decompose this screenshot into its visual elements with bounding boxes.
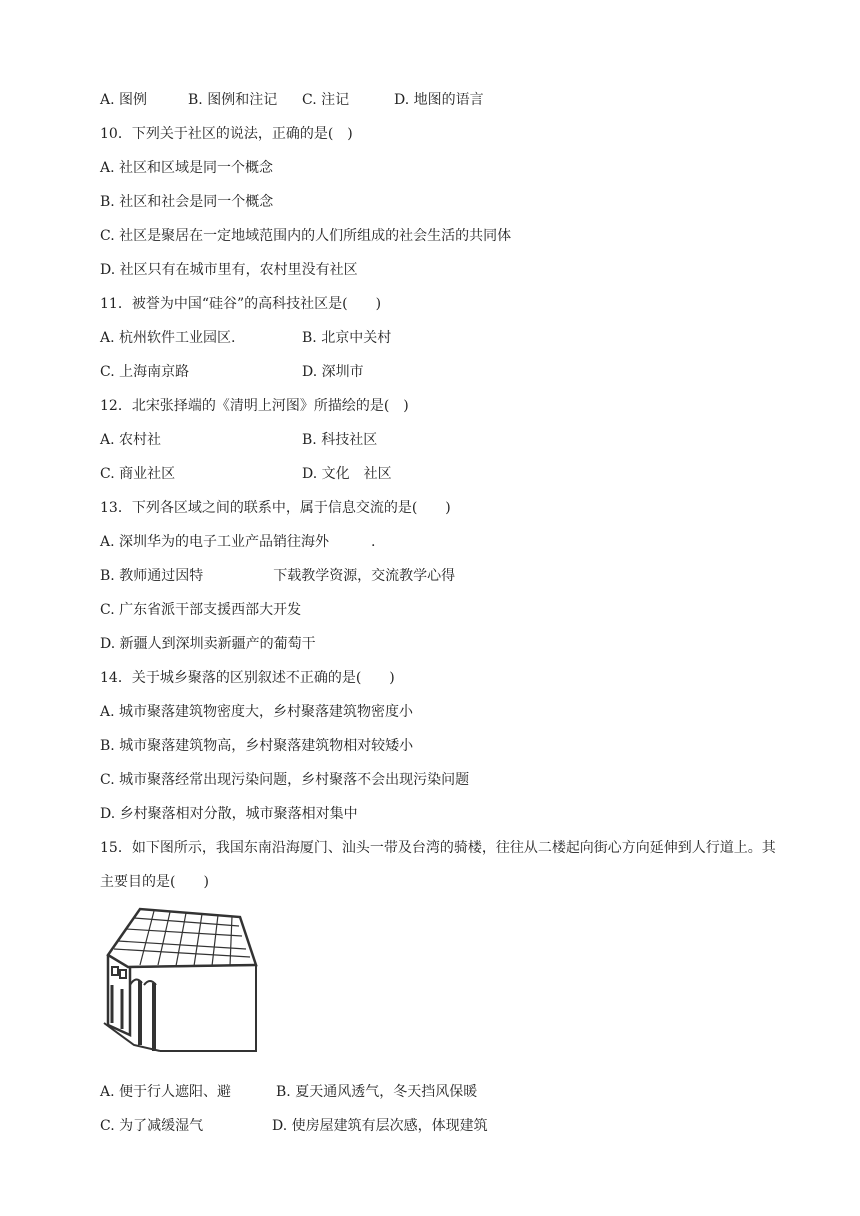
arcade-building-sketch-icon: [100, 905, 260, 1055]
q15-option-d: D. 使房屋建筑有层次感，体现建筑: [272, 1118, 488, 1134]
q13-option-b: B. 教师通过因特 下载教学资源，交流教学心得: [100, 568, 456, 584]
q12-stem: 12．北宋张择端的《清明上河图》所描绘的是( ): [100, 398, 409, 414]
q14-stem: 14．关于城乡聚落的区别叙述不正确的是( ): [100, 670, 395, 686]
q13-option-a: A. 深圳华为的电子工业产品销往海外 .: [100, 534, 376, 550]
q9-option-c: C. 注记: [302, 92, 350, 108]
q14-option-b: B. 城市聚落建筑物高，乡村聚落建筑物相对较矮小: [100, 738, 414, 754]
q10-stem: 10．下列关于社区的说法，正确的是( ): [100, 126, 353, 142]
q10-option-a: A. 社区和区域是同一个概念: [100, 160, 274, 176]
q11-option-c: C. 上海南京路: [100, 364, 190, 380]
q10-option-d: D. 社区只有在城市里有，农村里没有社区: [100, 262, 358, 278]
q15-option-a: A. 便于行人遮阳、避: [100, 1084, 232, 1100]
q13-option-c: C. 广东省派干部支援西部大开发: [100, 602, 302, 618]
q11-stem: 11．被誉为中国“硅谷”的高科技社区是( ): [100, 296, 382, 312]
q14-option-c: C. 城市聚落经常出现污染问题，乡村聚落不会出现污染问题: [100, 772, 470, 788]
q9-option-d: D. 地图的语言: [394, 92, 484, 108]
q14-option-a: A. 城市聚落建筑物密度大，乡村聚落建筑物密度小: [100, 704, 414, 720]
q15-option-c: C. 为了减缓湿气: [100, 1118, 204, 1134]
q14-option-d: D. 乡村聚落相对分散，城市聚落相对集中: [100, 806, 358, 822]
q10-option-c: C. 社区是聚居在一定地域范围内的人们所组成的社会生活的共同体: [100, 228, 512, 244]
q9-option-b: B. 图例和注记: [188, 92, 278, 108]
q15-stem: 15．如下图所示，我国东南沿海厦门、汕头一带及台湾的骑楼，往往从二楼起向街心方向延伸到人行道上。其主要目的是( ): [100, 840, 776, 890]
q12-option-d: D. 文化 社区: [302, 466, 392, 482]
q13-stem: 13．下列各区域之间的联系中，属于信息交流的是( ): [100, 500, 451, 516]
q10-option-b: B. 社区和社会是同一个概念: [100, 194, 274, 210]
q11-option-b: B. 北京中关村: [302, 330, 392, 346]
q9-option-a: A. 图例: [100, 92, 148, 108]
q15-option-b: B. 夏天通风透气，冬天挡风保暖: [276, 1084, 478, 1100]
q11-option-a: A. 杭州软件工业园区.: [100, 330, 236, 346]
q12-option-b: B. 科技社区: [302, 432, 378, 448]
q11-option-d: D. 深圳市: [302, 364, 364, 380]
q12-option-c: C. 商业社区: [100, 466, 176, 482]
q13-option-d: D. 新疆人到深圳卖新疆产的葡萄干: [100, 636, 316, 652]
q12-option-a: A. 农村社: [100, 432, 162, 448]
